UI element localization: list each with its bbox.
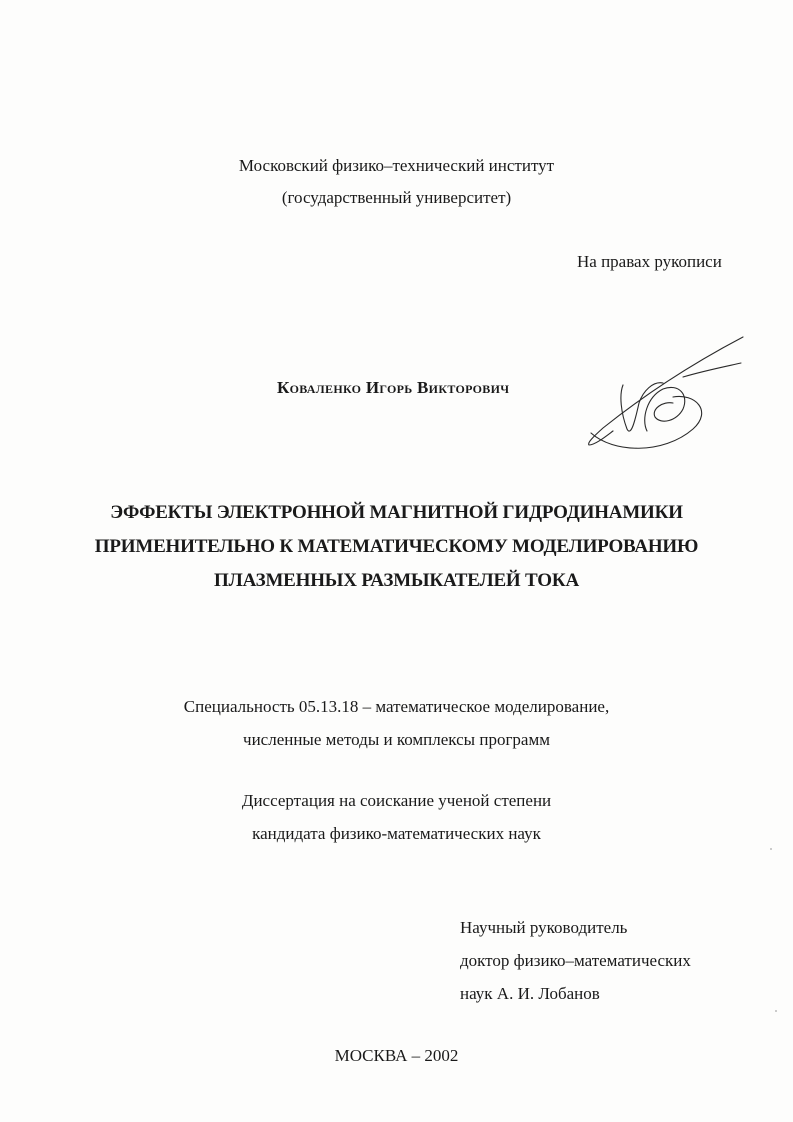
supervisor-label: Научный руководитель <box>460 918 628 937</box>
manuscript-note: На правах рукописи <box>577 252 722 271</box>
city-year: МОСКВА – 2002 <box>334 1046 459 1065</box>
degree-line-1: Диссертация на соискание ученой степени <box>241 791 552 810</box>
thesis-title-line-3: ПЛАЗМЕННЫХ РАЗМЫКАТЕЛЕЙ ТОКА <box>214 570 579 591</box>
thesis-title-line-1: ЭФФЕКТЫ ЭЛЕКТРОННОЙ МАГНИТНОЙ ГИДРОДИНАМИКИ <box>110 502 683 523</box>
supervisor-degree: доктор физико–математических <box>460 951 691 970</box>
thesis-title-line-2: ПРИМЕНИТЕЛЬНО К МАТЕМАТИЧЕСКОМУ МОДЕЛИРОВАНИЮ <box>94 536 699 557</box>
handwritten-signature <box>583 333 748 458</box>
scan-speck <box>775 1010 777 1012</box>
institution-name: Московский физико–технический институт <box>238 156 555 175</box>
degree-line-2: кандидата физико-математических наук <box>252 824 541 843</box>
scan-speck <box>770 848 772 850</box>
author-name: Коваленко Игорь Викторович <box>277 378 510 397</box>
specialty-line-2: численные методы и комплексы программ <box>243 730 550 749</box>
supervisor-name: наук А. И. Лобанов <box>460 984 600 1003</box>
specialty-line-1: Специальность 05.13.18 – математическое моделирование, <box>183 697 610 716</box>
institution-status: (государственный университет) <box>281 188 512 207</box>
